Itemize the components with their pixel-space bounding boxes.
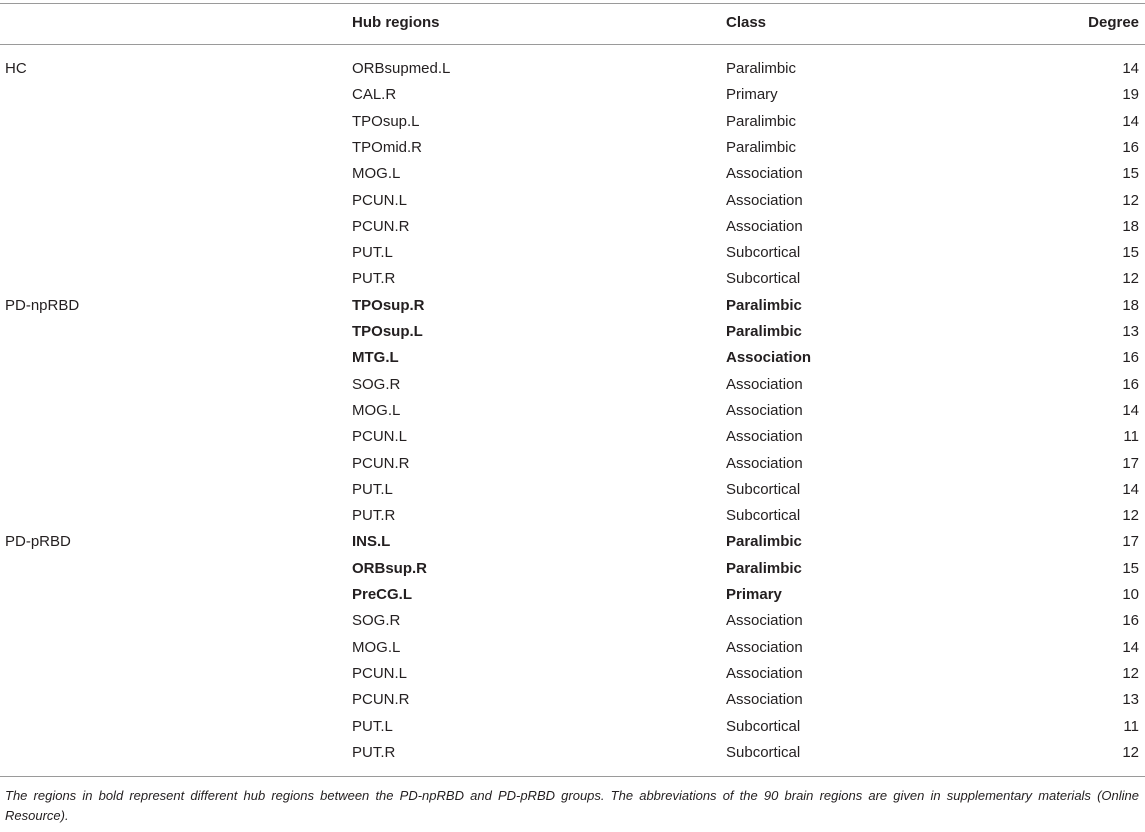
row-class: Association	[726, 349, 812, 366]
row-class: Paralimbic	[726, 560, 802, 577]
table-footnote: The regions in bold represent different hub regions between the PD-npRBD and PD-pRBD groups. The abbreviations of the 90 brain regions are given in supplementary materials (Online Resource).	[5, 788, 1139, 823]
row-degree: 13	[1122, 323, 1139, 340]
row-hub-region: PUT.R	[352, 270, 396, 287]
row-class: Subcortical	[726, 481, 801, 498]
row-degree: 14	[1122, 639, 1139, 656]
row-hub-region: SOG.R	[352, 376, 401, 393]
row-degree: 15	[1122, 560, 1139, 577]
header-rule	[0, 44, 1145, 45]
row-hub-region: CAL.R	[352, 86, 397, 103]
row-class: Primary	[726, 586, 782, 603]
row-degree: 12	[1122, 744, 1139, 761]
row-class: Association	[726, 192, 803, 209]
row-degree: 12	[1122, 192, 1139, 209]
row-hub-region: PUT.R	[352, 744, 396, 761]
row-degree: 14	[1122, 481, 1139, 498]
row-class: Subcortical	[726, 270, 801, 287]
row-class: Paralimbic	[726, 139, 797, 156]
row-degree: 16	[1122, 376, 1139, 393]
row-class: Association	[726, 665, 803, 682]
row-hub-region: TPOsup.R	[352, 297, 425, 314]
row-group-label: HC	[5, 60, 27, 77]
row-hub-region: MOG.L	[352, 402, 401, 419]
header-class: Class	[726, 14, 767, 31]
row-hub-region: MTG.L	[352, 349, 399, 366]
row-class: Paralimbic	[726, 297, 802, 314]
row-degree: 16	[1122, 612, 1139, 629]
row-class: Paralimbic	[726, 60, 797, 77]
header-hub-regions: Hub regions	[352, 14, 440, 31]
row-class: Subcortical	[726, 507, 801, 524]
row-degree: 14	[1122, 60, 1139, 77]
row-hub-region: TPOsup.L	[352, 323, 423, 340]
row-degree: 16	[1122, 139, 1139, 156]
row-hub-region: MOG.L	[352, 165, 401, 182]
row-degree: 16	[1122, 349, 1139, 366]
row-class: Association	[726, 455, 803, 472]
row-class: Association	[726, 691, 803, 708]
bottom-rule	[0, 776, 1145, 777]
row-hub-region: PCUN.L	[352, 192, 408, 209]
row-hub-region: TPOsup.L	[352, 113, 420, 130]
row-degree: 10	[1122, 586, 1139, 603]
row-degree: 11	[1123, 428, 1139, 445]
row-degree: 19	[1122, 86, 1139, 103]
row-class: Primary	[726, 86, 778, 103]
row-class: Association	[726, 639, 803, 656]
row-class: Association	[726, 428, 803, 445]
row-class: Paralimbic	[726, 113, 797, 130]
row-degree: 18	[1122, 218, 1139, 235]
row-hub-region: PCUN.R	[352, 691, 410, 708]
row-degree: 14	[1122, 402, 1139, 419]
row-class: Paralimbic	[726, 323, 802, 340]
row-degree: 12	[1122, 270, 1139, 287]
row-hub-region: PCUN.L	[352, 428, 408, 445]
row-degree: 15	[1122, 165, 1139, 182]
row-hub-region: PCUN.R	[352, 218, 410, 235]
row-group-label: PD-pRBD	[5, 533, 71, 550]
row-hub-region: MOG.L	[352, 639, 401, 656]
row-class: Association	[726, 165, 803, 182]
row-degree: 15	[1122, 244, 1139, 261]
row-hub-region: ORBsupmed.L	[352, 60, 451, 77]
row-degree: 17	[1122, 455, 1139, 472]
row-degree: 13	[1122, 691, 1139, 708]
row-hub-region: PCUN.L	[352, 665, 408, 682]
row-degree: 14	[1122, 113, 1139, 130]
row-hub-region: PreCG.L	[352, 586, 413, 603]
row-hub-region: INS.L	[352, 533, 391, 550]
row-degree: 12	[1122, 665, 1139, 682]
row-hub-region: ORBsup.R	[352, 560, 427, 577]
row-hub-region: PUT.L	[352, 718, 393, 735]
row-class: Subcortical	[726, 744, 801, 761]
row-class: Subcortical	[726, 244, 801, 261]
row-hub-region: PCUN.R	[352, 455, 410, 472]
row-hub-region: PUT.R	[352, 507, 396, 524]
row-class: Paralimbic	[726, 533, 802, 550]
row-hub-region: TPOmid.R	[352, 139, 423, 156]
row-group-label: PD-npRBD	[5, 297, 80, 314]
row-class: Association	[726, 402, 803, 419]
row-class: Association	[726, 376, 803, 393]
row-degree: 17	[1122, 533, 1139, 550]
header-degree: Degree	[1088, 14, 1139, 31]
row-class: Association	[726, 612, 803, 629]
row-degree: 11	[1123, 718, 1139, 735]
top-rule	[0, 3, 1145, 4]
row-class: Subcortical	[726, 718, 801, 735]
row-hub-region: PUT.L	[352, 481, 393, 498]
row-hub-region: SOG.R	[352, 612, 401, 629]
row-hub-region: PUT.L	[352, 244, 393, 261]
row-degree: 12	[1122, 507, 1139, 524]
row-degree: 18	[1122, 297, 1139, 314]
row-class: Association	[726, 218, 803, 235]
